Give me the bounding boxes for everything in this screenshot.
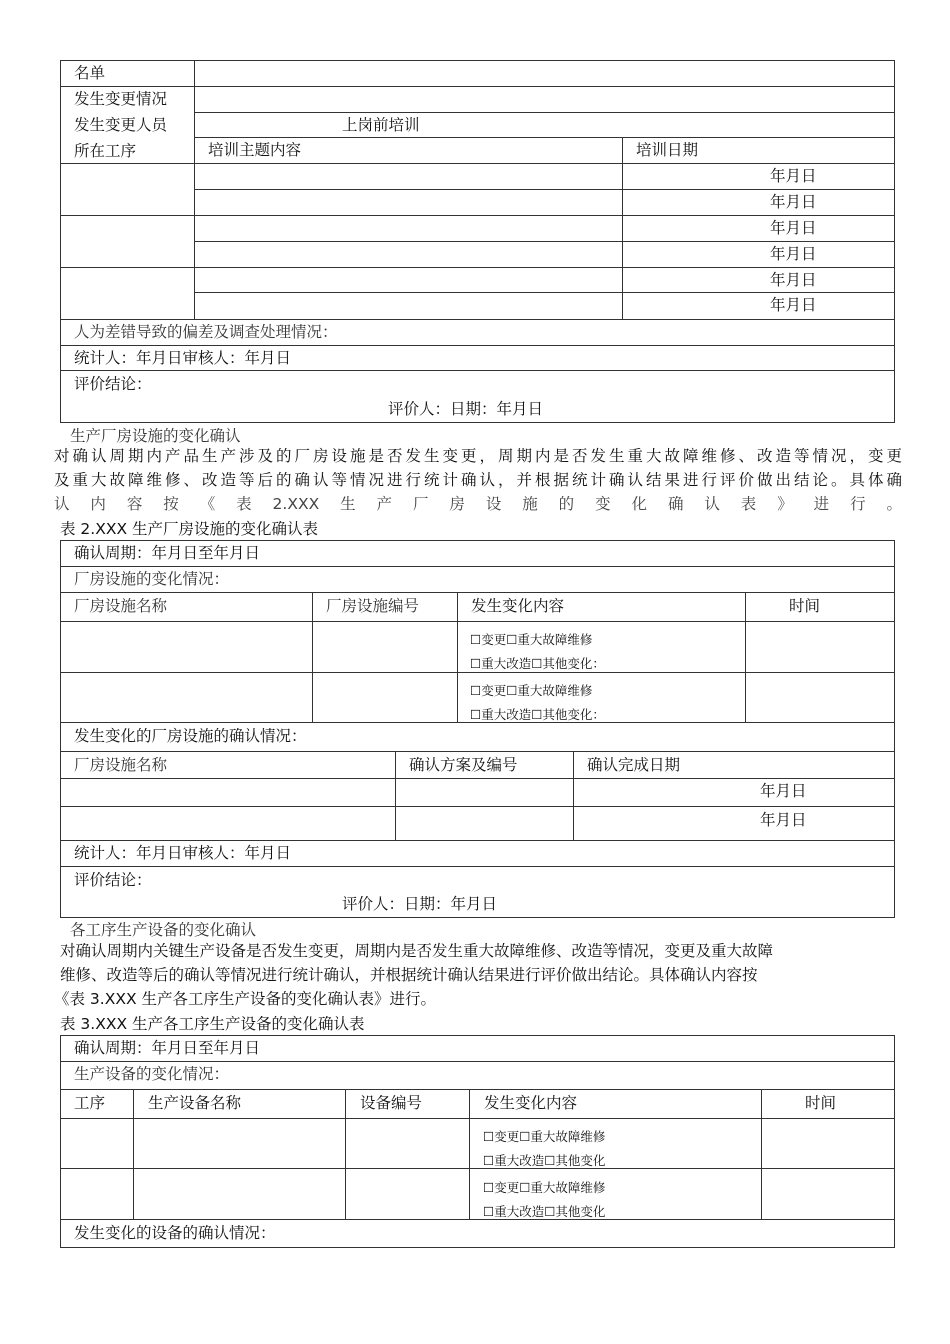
- confirm-period: 确认周期：年月日至年月日: [74, 1039, 261, 1057]
- row-label-name: 名单: [74, 64, 106, 82]
- col-confirm-plan: 确认方案及编号: [409, 756, 518, 774]
- col-training-topic: 培训主题内容: [208, 141, 302, 159]
- table-caption: 表 3.XXX 生产各工序生产设备的变化确认表: [60, 1015, 365, 1033]
- change-options: ☐重大改造☐其他变化: [483, 1153, 606, 1168]
- col-facility-name: 厂房设施名称: [74, 597, 168, 615]
- section-paragraph-line: 对确认周期内关键生产设备是否发生变更，周期内是否发生重大故障维修、改造等情况，变更及重大故障: [60, 942, 774, 960]
- change-status-label: 厂房设施的变化情况：: [74, 570, 230, 588]
- statistician-line: 统计人：年月日审核人：年月日: [74, 844, 292, 862]
- col-time: 时间: [805, 1094, 837, 1112]
- training-date-cell: 年月日: [770, 296, 817, 314]
- deviation-label: 人为差错导致的偏差及调查处理情况：: [74, 323, 338, 341]
- confirm-period: 确认周期：年月日至年月日: [74, 544, 261, 562]
- col-change-content: 发生变化内容: [471, 597, 565, 615]
- row-label-process: 所在工序: [74, 142, 137, 160]
- col-facility-code: 厂房设施编号: [326, 597, 420, 615]
- training-date-cell: 年月日: [770, 245, 817, 263]
- row-label-changed-person: 发生变更人员: [74, 116, 168, 134]
- change-options: ☐重大改造☐其他变化: [483, 1204, 606, 1219]
- change-options: ☐变更☐重大故障维修: [470, 683, 593, 698]
- evaluation-label: 评价结论：: [74, 375, 152, 393]
- section-paragraph-line: 维修、改造等后的确认等情况进行统计确认，并根据统计确认结果进行评价做出结论。具体确认内容按: [60, 966, 758, 984]
- col-process: 工序: [74, 1094, 106, 1112]
- change-status-label: 生产设备的变化情况：: [74, 1065, 230, 1083]
- section-paragraph-line: 《表 3.XXX 生产各工序生产设备的变化确认表》进行。: [54, 990, 436, 1008]
- confirm-date-cell: 年月日: [760, 811, 807, 829]
- col-confirm-facility-name: 厂房设施名称: [74, 756, 168, 774]
- change-options: ☐变更☐重大故障维修: [470, 632, 593, 647]
- change-options: ☐变更☐重大故障维修: [483, 1129, 606, 1144]
- section-paragraph-line: 认内容按《表2.XXX生产厂房设施的变化确认表》进行。: [54, 495, 902, 513]
- section-heading: 生产厂房设施的变化确认: [70, 427, 241, 445]
- evaluation-label: 评价结论：: [74, 871, 152, 889]
- confirm-title: 发生变化的厂房设施的确认情况：: [74, 727, 307, 745]
- training-date-cell: 年月日: [770, 271, 817, 289]
- col-equipment-name: 生产设备名称: [148, 1094, 242, 1112]
- section-paragraph-line: 及重大故障维修、改造等后的确认等情况进行统计确认，并根据统计确认结果进行评价做出结论。具体确: [54, 471, 902, 489]
- training-date-cell: 年月日: [770, 193, 817, 211]
- col-change-content: 发生变化内容: [484, 1094, 578, 1112]
- training-date-cell: 年月日: [770, 219, 817, 237]
- confirm-title: 发生变化的设备的确认情况：: [74, 1224, 276, 1242]
- change-options: ☐重大改造☐其他变化：: [470, 656, 605, 671]
- change-options: ☐重大改造☐其他变化：: [470, 707, 605, 722]
- evaluator-line: 评价人：日期：年月日: [388, 400, 544, 418]
- row-label-change-status: 发生变更情况: [74, 90, 168, 108]
- col-training-date: 培训日期: [636, 141, 699, 159]
- change-options: ☐变更☐重大故障维修: [483, 1180, 606, 1195]
- table-caption: 表 2.XXX 生产厂房设施的变化确认表: [60, 520, 318, 538]
- evaluator-line: 评价人：日期：年月日: [342, 895, 498, 913]
- confirm-date-cell: 年月日: [760, 782, 807, 800]
- section-paragraph-line: 对确认周期内产品生产涉及的厂房设施是否发生变更，周期内是否发生重大故障维修、改造等情况，变更: [54, 447, 902, 465]
- training-header: 上岗前培训: [342, 116, 420, 134]
- col-time: 时间: [789, 597, 821, 615]
- col-confirm-date: 确认完成日期: [587, 756, 681, 774]
- training-date-cell: 年月日: [770, 167, 817, 185]
- col-equipment-code: 设备编号: [360, 1094, 423, 1112]
- statistician-line: 统计人：年月日审核人：年月日: [74, 349, 292, 367]
- section-heading: 各工序生产设备的变化确认: [70, 921, 257, 939]
